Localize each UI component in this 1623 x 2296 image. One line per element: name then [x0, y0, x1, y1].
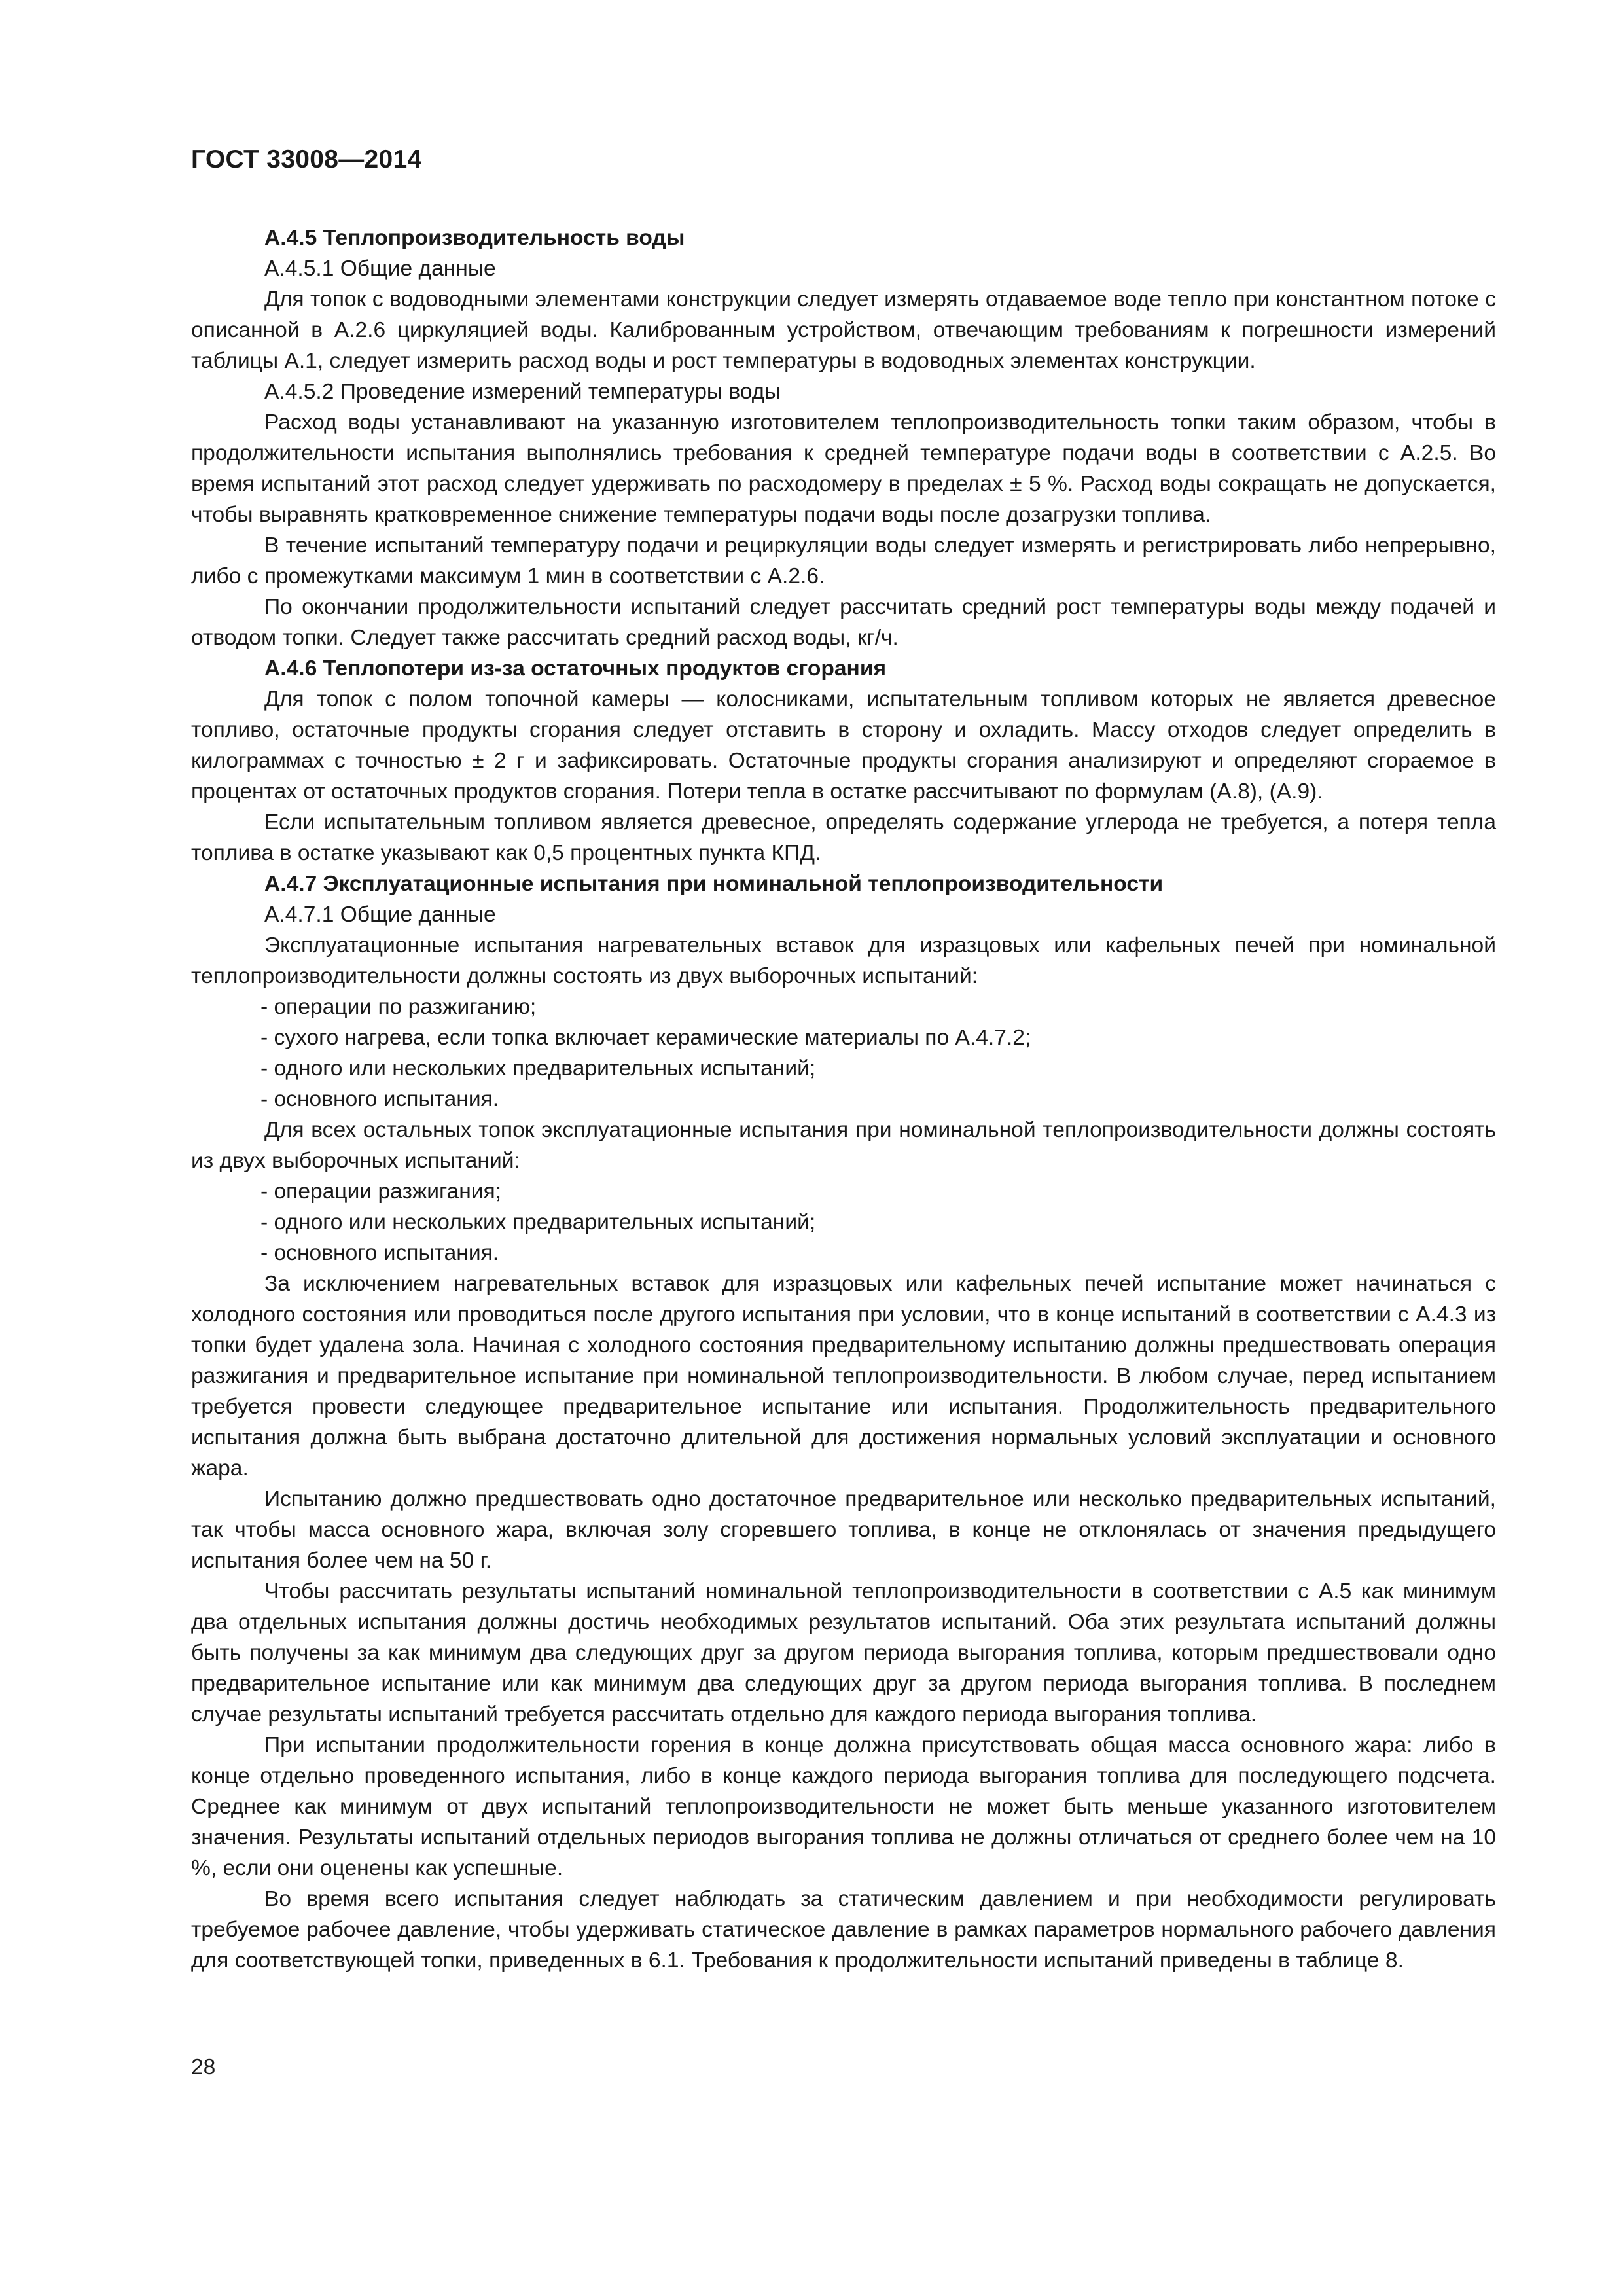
- list-item: - операции по разжиганию;: [260, 995, 537, 1019]
- paragraph: При испытании продолжительности горения в конце должна присутствовать общая масса основного жара: либо в конце отдельно проведенного испытания, либо в конце каждого периода выгорания топлива для последующего подсчета. Среднее как минимум от двух испытаний теплопроизводительности не может быть меньше указанного изготовителем значения. Результаты испытаний отдельных периодов выгорания топлива не должны отличаться от среднего более чем на 10 %, если они оценены как успешные.: [191, 1733, 1496, 1880]
- paragraph: Для всех остальных топок эксплуатационные испытания при номинальной теплопроизводительности должны состоять из двух выборочных испытаний:: [191, 1118, 1496, 1173]
- paragraph: В течение испытаний температуру подачи и рециркуляции воды следует измерять и регистрировать либо непрерывно, либо с промежутками максимум 1 мин в соответствии с А.2.6.: [191, 533, 1496, 588]
- section-heading: А.4.7 Эксплуатационные испытания при номинальной теплопроизводительности: [264, 872, 1164, 896]
- paragraph: Расход воды устанавливают на указанную изготовителем теплопроизводительность топки таким образом, чтобы в продолжительности испытания выполнялись требования к средней температуре подачи воды в соответствии с А.2.5. Во время испытаний этот расход следует удерживать по расходомеру в пределах ± 5 %. Расход воды сокращать не допускается, чтобы выравнять кратковременное снижение температуры подачи воды после дозагрузки топлива.: [191, 410, 1496, 527]
- list-item: - одного или нескольких предварительных испытаний;: [260, 1210, 816, 1234]
- subsection-heading: А.4.5.2 Проведение измерений температуры воды: [264, 380, 781, 404]
- list-item: - основного испытания.: [260, 1241, 499, 1265]
- list-item: - основного испытания.: [260, 1087, 499, 1111]
- page-number: 28: [191, 2055, 216, 2079]
- list-item: - одного или нескольких предварительных испытаний;: [260, 1056, 816, 1081]
- paragraph: Если испытательным топливом является древесное, определять содержание углерода не требуется, а потеря тепла топлива в остатке указывают как 0,5 процентных пункта КПД.: [191, 810, 1496, 865]
- document-body: [191, 223, 1496, 1976]
- subsection-heading: А.4.7.1 Общие данные: [264, 903, 496, 927]
- paragraph: Во время всего испытания следует наблюдать за статическим давлением и при необходимости регулировать требуемое рабочее давление, чтобы удерживать статическое давление в рамках параметров нормального рабочего давления для соответствующей топки, приведенных в 6.1. Требования к продолжительности испытаний приведены в таблице 8.: [191, 1887, 1496, 1973]
- list-item: - сухого нагрева, если топка включает керамические материалы по А.4.7.2;: [260, 1026, 1031, 1050]
- paragraph: По окончании продолжительности испытаний следует рассчитать средний рост температуры воды между подачей и отводом топки. Следует также рассчитать средний расход воды, кг/ч.: [191, 595, 1496, 650]
- list-item: - операции разжигания;: [260, 1179, 502, 1204]
- document-header-title: ГОСТ 33008—2014: [191, 145, 422, 173]
- paragraph: Для топок с полом топочной камеры — колосниками, испытательным топливом которых не является древесное топливо, остаточные продукты сгорания следует отставить в сторону и охладить. Массу отходов следует определить в килограммах с точностью ± 2 г и зафиксировать. Остаточные продукты сгорания анализируют и определяют сгораемое в процентах от остаточных продуктов сгорания. Потери тепла в остатке рассчитывают по формулам (А.8), (А.9).: [191, 687, 1496, 804]
- paragraph: За исключением нагревательных вставок для изразцовых или кафельных печей испытание может начинаться с холодного состояния или проводиться после другого испытания при условии, что в конце испытаний в соответствии с А.4.3 из топки будет удалена зола. Начиная с холодного состояния предварительному испытанию должны предшествовать операция разжигания и предварительное испытание при номинальной теплопроизводительности. В любом случае, перед испытанием требуется провести следующее предварительное испытание или испытания. Продолжительность предварительного испытания должна быть выбрана достаточно длительной для достижения нормальных условий эксплуатации и основного жара.: [191, 1272, 1496, 1480]
- section-heading: А.4.6 Теплопотери из-за остаточных продуктов сгорания: [264, 656, 887, 681]
- paragraph: Для топок с водоводными элементами конструкции следует измерять отдаваемое воде тепло при константном потоке с описанной в А.2.6 циркуляцией воды. Калиброванным устройством, отвечающим требованиям к погрешности измерений таблицы А.1, следует измерить расход воды и рост температуры в водоводных элементах конструкции.: [191, 287, 1496, 373]
- paragraph: Испытанию должно предшествовать одно достаточное предварительное или несколько предварительных испытаний, так чтобы масса основного жара, включая золу сгоревшего топлива, в конце не отклонялась от значения предыдущего испытания более чем на 50 г.: [191, 1487, 1496, 1573]
- paragraph: Чтобы рассчитать результаты испытаний номинальной теплопроизводительности в соответствии с А.5 как минимум два отдельных испытания должны достичь необходимых результатов испытаний. Оба этих результата испытаний должны быть получены за как минимум два следующих друг за другом периода выгорания топлива, которым предшествовали одно предварительное испытание или как минимум два следующих друг за другом периода выгорания топлива. В последнем случае результаты испытаний требуется рассчитать отдельно для каждого периода выгорания топлива.: [191, 1579, 1496, 1727]
- paragraph: Эксплуатационные испытания нагревательных вставок для изразцовых или кафельных печей при номинальной теплопроизводительности должны состоять из двух выборочных испытаний:: [191, 933, 1496, 988]
- section-heading: А.4.5 Теплопроизводительность воды: [264, 226, 685, 250]
- subsection-heading: А.4.5.1 Общие данные: [264, 257, 496, 281]
